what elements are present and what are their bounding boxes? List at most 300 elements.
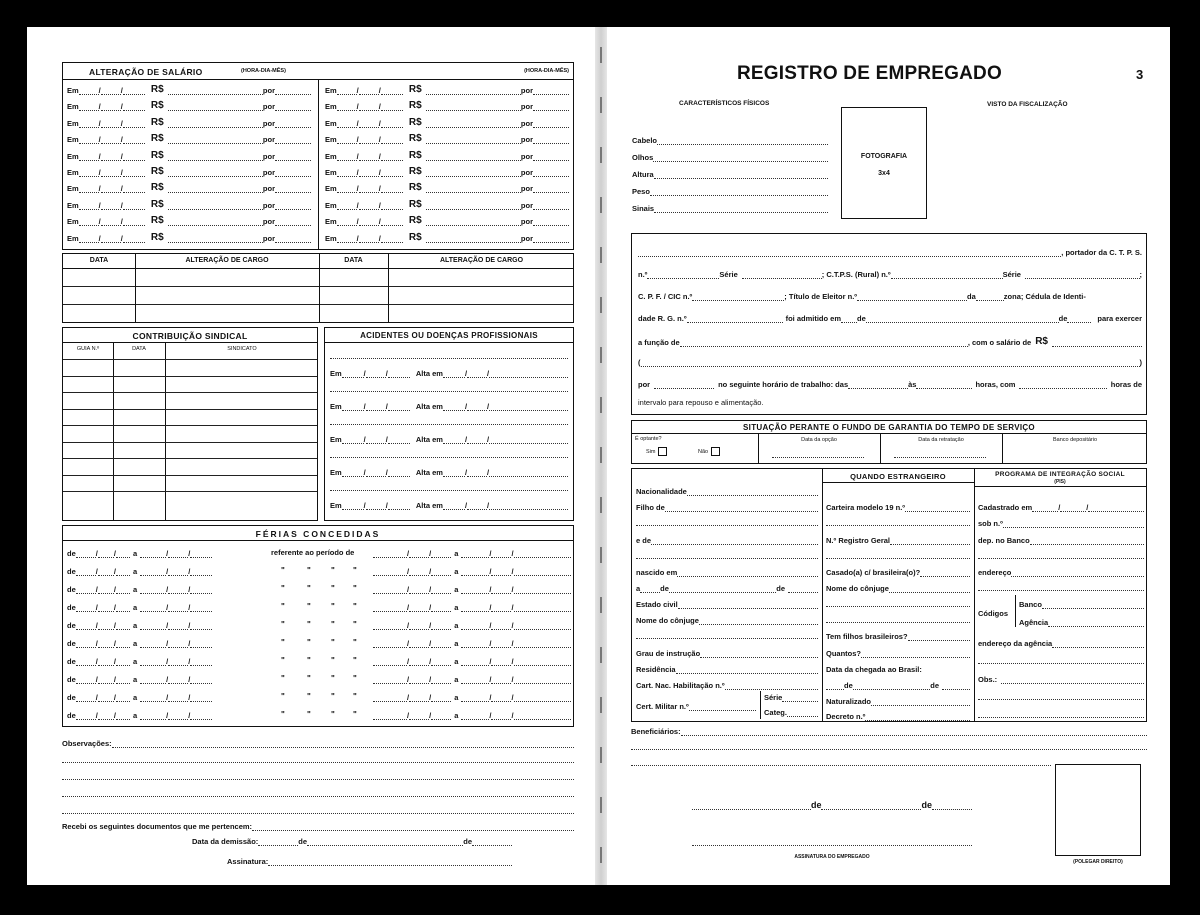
local-data-field[interactable] — [692, 800, 972, 810]
dotted-blank — [409, 693, 432, 702]
dotted-blank — [669, 586, 776, 593]
ditto-mark: " — [331, 584, 335, 593]
dotted-blank — [641, 360, 1140, 367]
sinais-field[interactable] — [632, 204, 828, 213]
salary-row[interactable] — [67, 133, 311, 144]
stitch-mark — [600, 597, 602, 613]
ditto-mark: " — [353, 584, 357, 593]
em-label: Em — [325, 118, 337, 128]
dotted-blank — [378, 168, 403, 177]
dotted-blank — [356, 102, 379, 112]
dotted-blank — [431, 551, 451, 558]
slash: / — [188, 657, 191, 666]
dotted-blank — [140, 621, 169, 630]
ditto-mark: " — [281, 602, 285, 611]
salary-row[interactable] — [325, 117, 569, 128]
chegada-data-field[interactable] — [826, 681, 970, 690]
acidentes-row[interactable] — [330, 402, 568, 411]
slash: / — [385, 468, 388, 477]
codigo-agencia-field[interactable] — [1019, 618, 1144, 627]
endereco-field[interactable] — [978, 568, 1144, 577]
slash: / — [95, 711, 98, 720]
cabelo-field[interactable] — [632, 136, 828, 145]
decreto-field[interactable] — [826, 712, 970, 721]
slash: / — [95, 657, 98, 666]
acidentes-row[interactable] — [330, 501, 568, 510]
obs-field[interactable] — [978, 675, 1144, 684]
dotted-blank — [95, 657, 114, 666]
salary-row[interactable] — [325, 199, 569, 210]
slash: / — [464, 468, 468, 477]
slash: / — [487, 369, 490, 378]
blank-line[interactable] — [826, 600, 970, 607]
dotted-blank — [461, 675, 492, 684]
dotted-blank — [356, 200, 381, 210]
a-label: a — [636, 584, 641, 593]
dotted-blank — [95, 585, 114, 594]
dotted-blank — [98, 184, 121, 194]
dotted-blank — [699, 618, 818, 625]
dotted-blank — [1011, 570, 1144, 577]
dotted-blank — [79, 88, 99, 95]
recebi-field[interactable] — [62, 822, 574, 831]
slash: / — [378, 86, 381, 95]
currency-label: R$ — [150, 215, 164, 227]
cabelo-label: Cabelo — [632, 136, 658, 145]
as-label: às — [908, 380, 917, 389]
data-opcao-field[interactable] — [772, 451, 864, 458]
slash: / — [511, 621, 514, 630]
salary-row[interactable] — [67, 215, 311, 226]
slash: / — [356, 102, 359, 112]
acidentes-line[interactable] — [330, 352, 568, 359]
ferias-row-period[interactable] — [373, 567, 571, 576]
dotted-blank — [275, 219, 311, 226]
dotted-blank — [378, 217, 403, 227]
ferias-row-start[interactable] — [67, 585, 267, 594]
dotted-blank — [363, 369, 386, 378]
ditto-mark: " — [353, 638, 357, 647]
ferias-row-start[interactable] — [67, 657, 267, 666]
militar-serie-field[interactable] — [764, 693, 818, 702]
blank-line[interactable] — [636, 519, 818, 526]
data-demissao-field[interactable] — [192, 837, 512, 846]
nacionalidade-field[interactable] — [636, 487, 818, 496]
ferias-row-period[interactable] — [373, 585, 571, 594]
currency-label: R$ — [150, 84, 164, 95]
dotted-blank — [426, 170, 521, 177]
dotted-blank — [79, 200, 101, 210]
por-label: por — [262, 233, 275, 243]
paren-close: ) — [1139, 358, 1142, 367]
slash: / — [166, 693, 169, 702]
acidentes-section — [324, 327, 574, 521]
por-label: por — [262, 86, 275, 95]
slash: / — [113, 711, 116, 720]
conjuge-estrangeiro-field[interactable] — [826, 584, 970, 593]
salary-row[interactable] — [67, 100, 311, 111]
optante-label: É optante? — [635, 436, 662, 442]
dotted-blank — [680, 340, 968, 347]
salary-row[interactable] — [67, 182, 311, 193]
dotted-blank — [342, 404, 364, 411]
acidentes-row[interactable] — [330, 369, 568, 378]
por-label: por — [520, 86, 533, 95]
slash: / — [363, 402, 366, 411]
slash: / — [378, 168, 381, 177]
dotted-blank — [190, 587, 212, 594]
registro-label: N.º Registro Geral — [826, 536, 891, 545]
slash: / — [98, 135, 101, 145]
acidentes-row[interactable] — [330, 468, 568, 477]
dotted-blank — [1032, 503, 1061, 512]
slash: / — [98, 86, 101, 95]
estado-civil-field[interactable] — [636, 600, 818, 609]
blank-line[interactable] — [978, 552, 1144, 559]
filho-field[interactable] — [636, 503, 818, 512]
em-label: Em — [325, 102, 337, 112]
dotted-blank — [426, 88, 521, 95]
dotted-blank — [409, 621, 432, 630]
dotted-blank — [978, 711, 1144, 718]
dotted-blank — [258, 839, 298, 846]
blank-line[interactable] — [636, 552, 818, 559]
slash: / — [188, 711, 191, 720]
stitch-mark — [600, 497, 602, 513]
observacoes-field[interactable] — [62, 739, 574, 748]
de-label: de — [930, 681, 939, 690]
slash: / — [407, 657, 410, 666]
stitch-mark — [600, 347, 602, 363]
em-label: Em — [325, 86, 337, 95]
residencia-field[interactable] — [636, 665, 818, 674]
beneficiarios-line[interactable] — [631, 759, 1051, 766]
salary-row[interactable] — [67, 150, 311, 161]
ctps-rural-label: ; C.T.P.S. (Rural) n.º — [821, 270, 891, 279]
ferias-row-period[interactable] — [373, 711, 571, 720]
beneficiarios-label: Beneficiários: — [631, 727, 681, 736]
dotted-blank — [363, 468, 386, 477]
slash: / — [489, 711, 492, 720]
olhos-field[interactable] — [632, 153, 828, 162]
e-de-field[interactable] — [636, 536, 818, 545]
stitch-mark — [600, 147, 602, 163]
cargo-section — [62, 253, 574, 323]
ferias-row-start[interactable] — [67, 711, 267, 720]
sindical-section — [62, 327, 318, 521]
serie2-label: Série — [1002, 270, 1021, 279]
ferias-row-period[interactable] — [373, 675, 571, 684]
dotted-blank — [978, 657, 1144, 664]
em-label: Em — [67, 217, 79, 227]
grau-field[interactable] — [636, 649, 818, 658]
dotted-blank — [533, 137, 569, 144]
acidentes-line[interactable] — [330, 418, 568, 425]
sindical-row-line — [63, 376, 317, 377]
salary-row[interactable] — [67, 84, 311, 95]
salary-row[interactable] — [325, 100, 569, 111]
salary-row[interactable] — [67, 166, 311, 177]
ditto-mark: " — [307, 584, 311, 593]
dotted-blank — [98, 168, 121, 177]
bracket-divider — [760, 691, 761, 719]
conjuge-field[interactable] — [636, 616, 818, 625]
em-label: Em — [67, 135, 79, 145]
carteira-field[interactable] — [826, 503, 970, 512]
dotted-blank — [464, 435, 490, 444]
ferias-row-start[interactable] — [67, 567, 267, 576]
militar-categ-field[interactable] — [764, 708, 818, 717]
dotted-blank — [356, 135, 379, 145]
sindical-row-line — [63, 409, 317, 410]
acidentes-line[interactable] — [330, 484, 568, 491]
sob-field[interactable] — [978, 519, 1144, 528]
currency-label: R$ — [408, 231, 422, 243]
dotted-blank — [342, 503, 364, 510]
salary-row[interactable] — [67, 199, 311, 210]
habilitacao-field[interactable] — [636, 681, 818, 690]
slash: / — [98, 118, 101, 128]
beneficiarios-field[interactable] — [631, 727, 1147, 736]
blank-line[interactable] — [826, 519, 970, 526]
dotted-blank — [782, 695, 818, 702]
a-label: a — [132, 567, 138, 576]
dotted-blank — [654, 382, 714, 389]
salary-row[interactable] — [325, 232, 569, 243]
ferias-row-start[interactable] — [67, 693, 267, 702]
data-retratacao-field[interactable] — [894, 451, 986, 458]
salary-row[interactable] — [325, 84, 569, 95]
em-label: Em — [330, 468, 342, 477]
registro-field[interactable] — [826, 536, 970, 545]
acidentes-line[interactable] — [330, 385, 568, 392]
ferias-row-period[interactable] — [373, 693, 571, 702]
slash: / — [407, 621, 410, 630]
dotted-blank — [275, 170, 311, 177]
dotted-blank — [168, 236, 263, 243]
beneficiarios-line[interactable] — [631, 743, 1147, 750]
dotted-blank — [120, 217, 145, 227]
dotted-blank — [676, 667, 818, 674]
dotted-blank — [678, 602, 818, 609]
dotted-blank — [330, 385, 568, 392]
nacionalidade-label: Nacionalidade — [636, 487, 687, 496]
sim-checkbox[interactable] — [646, 447, 667, 456]
exercer-label: para exercer — [1097, 314, 1142, 323]
blank-line[interactable] — [978, 693, 1144, 700]
assinatura-field[interactable] — [227, 857, 512, 866]
casado-label: Casado(a) c/ brasileira(o)? — [826, 568, 921, 577]
dotted-blank — [692, 294, 784, 301]
slash: / — [511, 603, 514, 612]
slash: / — [120, 233, 123, 243]
currency-label: R$ — [150, 166, 164, 177]
militar-field[interactable] — [636, 702, 756, 711]
por-label: por — [262, 200, 275, 210]
salary-row[interactable] — [325, 166, 569, 177]
em-label: Em — [325, 135, 337, 145]
estrangeiro-title: QUANDO ESTRANGEIRO — [850, 472, 946, 481]
naturalizado-field[interactable] — [826, 697, 970, 706]
acidentes-line[interactable] — [330, 451, 568, 458]
dotted-blank — [190, 659, 212, 666]
dotted-blank — [373, 639, 410, 648]
blank-line[interactable] — [978, 711, 1144, 718]
ditto-mark: " — [353, 692, 357, 701]
dotted-blank — [409, 585, 432, 594]
cadastrado-label: Cadastrado em — [978, 503, 1033, 512]
dotted-blank — [342, 437, 364, 444]
dotted-blank — [373, 675, 410, 684]
salary-row[interactable] — [325, 182, 569, 193]
endereco-agencia-field[interactable] — [978, 639, 1144, 648]
ferias-row-start[interactable] — [67, 549, 267, 558]
ditto-mark: " — [281, 620, 285, 629]
dep-label: dep. no Banco — [978, 536, 1030, 545]
nascimento-data-field[interactable] — [636, 584, 818, 593]
slash: / — [429, 639, 432, 648]
nao-checkbox[interactable] — [698, 447, 720, 456]
cadastrado-field[interactable] — [978, 503, 1144, 512]
dotted-blank — [113, 657, 130, 666]
ferias-row-start[interactable] — [67, 621, 267, 630]
blank-line[interactable] — [636, 632, 818, 639]
salary-row[interactable] — [325, 133, 569, 144]
ditto-mark: " — [307, 656, 311, 665]
chegada-label-row[interactable] — [826, 665, 970, 674]
por-label: por — [638, 380, 651, 389]
dotted-blank — [168, 657, 191, 666]
dotted-blank — [636, 632, 818, 639]
salary-row[interactable] — [325, 215, 569, 226]
dotted-blank — [426, 121, 521, 128]
assinatura-empregado-field[interactable] — [692, 839, 972, 846]
quantos-field[interactable] — [826, 649, 970, 658]
ferias-row-period[interactable] — [373, 621, 571, 630]
slash: / — [407, 675, 410, 684]
dotted-blank — [841, 316, 857, 323]
slash: / — [464, 369, 468, 378]
ferias-section — [62, 525, 574, 727]
slash: / — [429, 711, 432, 720]
ferias-row-start[interactable] — [67, 603, 267, 612]
dotted-blank — [1042, 602, 1144, 609]
n-label: n.º — [638, 270, 648, 279]
observacoes-line[interactable] — [62, 756, 574, 763]
dotted-blank — [95, 711, 114, 720]
blank-line[interactable] — [978, 657, 1144, 664]
blank-line[interactable] — [826, 552, 970, 559]
em-label: Em — [67, 151, 79, 161]
observacoes-line[interactable] — [62, 790, 574, 797]
slash: / — [429, 675, 432, 684]
de-label: de — [776, 584, 785, 593]
slash: / — [113, 639, 116, 648]
ferias-row-period[interactable] — [373, 549, 571, 558]
alta-label: Alta em — [415, 435, 443, 444]
slash: / — [356, 168, 359, 177]
blank-line[interactable] — [826, 616, 970, 623]
observacoes-label: Observações: — [62, 739, 112, 748]
salary-row[interactable] — [325, 150, 569, 161]
stitch-mark — [600, 47, 602, 63]
slash: / — [356, 135, 359, 145]
dotted-blank — [330, 352, 568, 359]
estado-civil-label: Estado civil — [636, 600, 678, 609]
currency-label: R$ — [408, 133, 422, 145]
dotted-blank — [533, 186, 569, 193]
por-label: por — [262, 102, 275, 112]
blank-line[interactable] — [978, 584, 1144, 591]
acidentes-row[interactable] — [330, 435, 568, 444]
sindical-row-line — [63, 392, 317, 393]
slash: / — [188, 567, 191, 576]
dotted-blank — [168, 711, 191, 720]
salary-row[interactable] — [67, 117, 311, 128]
altura-field[interactable] — [632, 170, 828, 179]
pis-title: PROGRAMA DE INTEGRAÇÃO SOCIAL — [995, 471, 1125, 478]
em-label: Em — [325, 200, 337, 210]
a-label: a — [454, 639, 459, 648]
dotted-blank — [113, 585, 130, 594]
codigos-label: Códigos — [978, 609, 1008, 618]
de-label: de — [67, 585, 76, 594]
observacoes-line[interactable] — [62, 807, 574, 814]
ferias-row-period[interactable] — [373, 639, 571, 648]
peso-field[interactable] — [632, 187, 828, 196]
de-label: de — [1058, 314, 1068, 323]
slash: / — [120, 118, 123, 128]
dotted-blank — [491, 711, 514, 720]
slash: / — [120, 184, 123, 194]
serie-label: Série — [719, 270, 738, 279]
dotted-blank — [464, 369, 490, 378]
currency-label: R$ — [150, 100, 164, 112]
dotted-blank — [140, 567, 169, 576]
por-label: por — [262, 217, 275, 227]
dotted-blank — [98, 151, 123, 161]
serie-label: Série — [764, 693, 783, 702]
dotted-blank — [533, 236, 569, 243]
ferias-row-start[interactable] — [67, 675, 267, 684]
dotted-blank — [461, 549, 492, 558]
ferias-row-period[interactable] — [373, 603, 571, 612]
dotted-blank — [330, 484, 568, 491]
a-label: a — [454, 675, 459, 684]
dotted-blank — [98, 102, 121, 112]
slash: / — [356, 118, 359, 128]
dotted-blank — [373, 567, 410, 576]
dotted-blank — [654, 172, 828, 179]
slash: / — [489, 657, 492, 666]
ferias-row-start[interactable] — [67, 639, 267, 648]
dotted-blank — [95, 639, 114, 648]
dep-banco-field[interactable] — [978, 536, 1144, 545]
nascido-field[interactable] — [636, 568, 818, 577]
dotted-blank — [95, 621, 114, 630]
slash: / — [95, 693, 98, 702]
filhos-field[interactable] — [826, 632, 970, 641]
salary-row[interactable] — [67, 232, 311, 243]
casado-field[interactable] — [826, 568, 970, 577]
observacoes-line[interactable] — [62, 773, 574, 780]
dotted-blank — [79, 219, 99, 226]
codigo-banco-field[interactable] — [1019, 600, 1144, 609]
funcao-label: a função de — [638, 338, 680, 347]
rg-label: dade R. G. n.º — [638, 314, 687, 323]
ferias-row-period[interactable] — [373, 657, 571, 666]
slash: / — [120, 151, 123, 161]
